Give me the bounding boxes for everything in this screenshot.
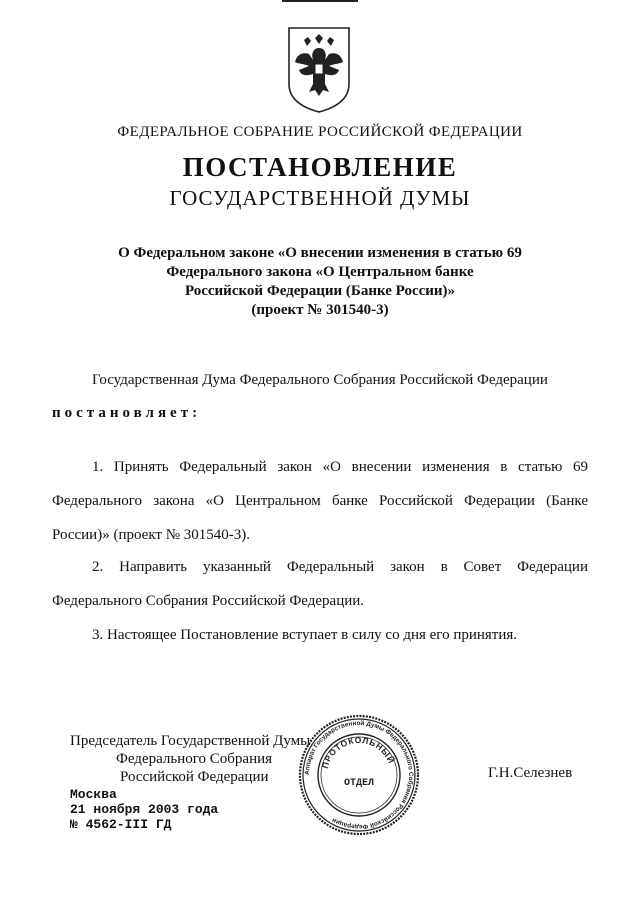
document-meta [70, 787, 218, 832]
stamp-inner-text: ПРОТОКОЛЬНЫЙ [319, 734, 397, 770]
item-2-paragraph [52, 550, 588, 618]
meta-date: 21 ноября 2003 года [70, 802, 219, 817]
item-3-line: 3. Настоящее Постановление вступает в силу со дня его принятия. [92, 627, 518, 643]
signature-title-line: Федерального Собрания [116, 751, 273, 767]
resolves-word: постановляет: [52, 405, 202, 421]
top-rule [282, 0, 358, 2]
coat-of-arms-icon [283, 24, 355, 114]
item-2-line: Федерального Собрания Российской Федерации. [52, 593, 365, 609]
intro-text: Государственная Дума Федерального Собрания Российской Федерации [92, 372, 548, 388]
meta-number: № 4562-III ГД [70, 817, 172, 832]
item-2-line: 2. Направить указанный Федеральный закон в Совет Федерации [92, 559, 588, 575]
signature-title-line: Российской Федерации [120, 769, 269, 785]
document-heading [0, 244, 640, 320]
heading-line: Федерального закона «О Центральном банке [166, 264, 474, 280]
item-1-line: Федерального закона «О Центральном банке Российской Федерации (Банке [52, 493, 588, 509]
item-1-paragraph [52, 450, 588, 552]
official-stamp [297, 713, 421, 837]
stamp-center-text: ОТДЕЛ [343, 778, 375, 789]
item-1-line: России)» (проект № 301540-3). [52, 527, 251, 543]
item-3-paragraph [52, 618, 588, 652]
signature-title-line: Председатель Государственной Думы [70, 733, 311, 749]
issuer-title: ГОСУДАРСТВЕННОЙ ДУМЫ [169, 186, 471, 210]
document-type-title: ПОСТАНОВЛЕНИЕ [182, 152, 458, 182]
signer-name: Г.Н.Селезнев [488, 765, 573, 781]
signature-title [70, 732, 310, 786]
heading-line: (проект № 301540-3) [251, 302, 389, 318]
organization-name: ФЕДЕРАЛЬНОЕ СОБРАНИЕ РОССИЙСКОЙ ФЕДЕРАЦИИ [117, 124, 523, 140]
heading-line: Российской Федерации (Банке России)» [184, 283, 456, 299]
meta-place: Москва [70, 787, 117, 802]
item-1-line: 1. Принять Федеральный закон «О внесении изменения в статью 69 [92, 459, 588, 475]
heading-line: О Федеральном законе «О внесении изменения в статью 69 [118, 245, 522, 261]
stamp-outer-text: Аппарат Государственной Думы Федерального Собрания Российской Федерации [303, 719, 415, 831]
